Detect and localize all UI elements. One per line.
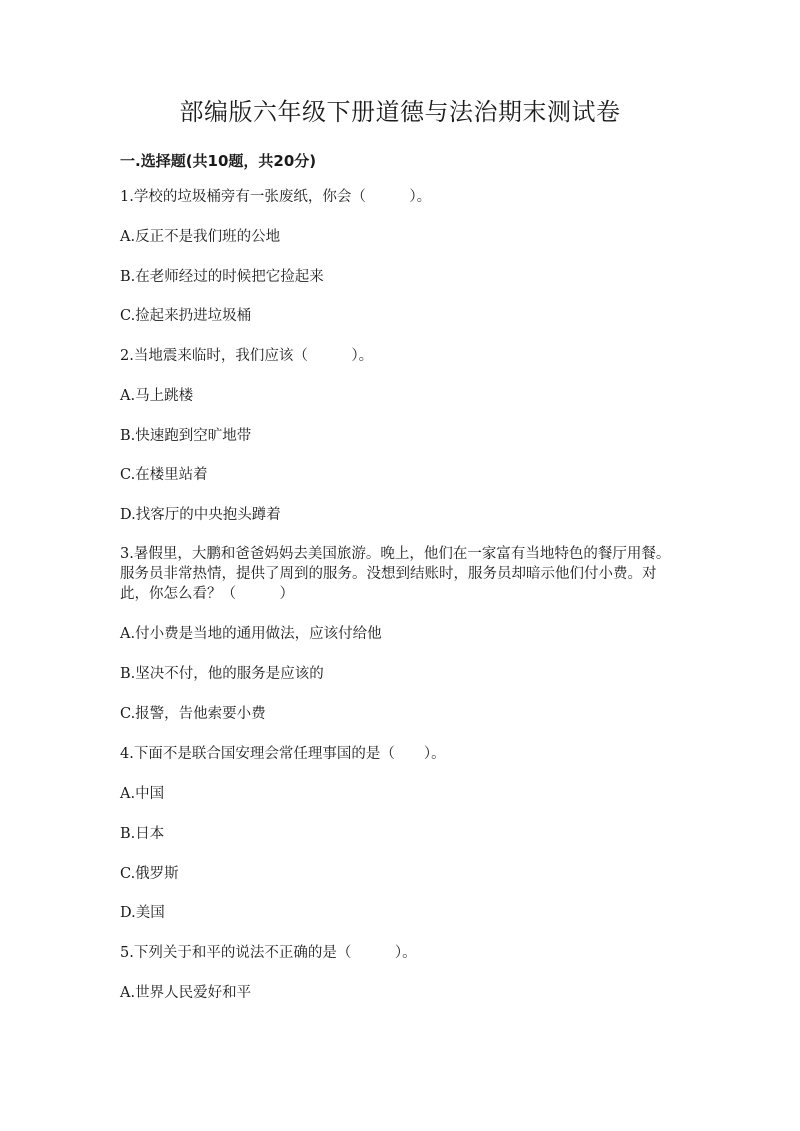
question-4-stem: 4.下面不是联合国安理会常任理事国的是（ ）。	[120, 746, 446, 762]
question-3-option-a: A.付小费是当地的通用做法，应该付给他	[120, 626, 382, 642]
question-4-option-b: B.日本	[120, 826, 165, 842]
question-1-stem: 1.学校的垃圾桶旁有一张废纸，你会（ ）。	[120, 189, 432, 205]
question-4-option-a: A.中国	[120, 786, 165, 802]
question-2-option-a: A.马上跳楼	[120, 388, 194, 404]
page-title: 部编版六年级下册道德与法治期末测试卷	[179, 98, 621, 126]
question-1-option-c: C.捡起来扔进垃圾桶	[120, 308, 252, 324]
question-2-option-c: C.在楼里站着	[120, 467, 208, 483]
question-3-option-b: B.坚决不付，他的服务是应该的	[120, 666, 324, 682]
question-5-stem: 5.下列关于和平的说法不正确的是（ ）。	[120, 945, 417, 961]
question-3-stem: 3.暑假里，大鹏和爸爸妈妈去美国旅游。晚上，他们在一家富有当地特色的餐厅用餐。服务员非常热情，提供了周到的服务。没想到结账时，服务员却暗示他们付小费。对此，你怎么看？（ ）	[120, 546, 671, 602]
question-2-option-b: B.快速跑到空旷地带	[120, 428, 252, 444]
question-5-option-a: A.世界人民爱好和平	[120, 985, 252, 1001]
question-2-option-d: D.找客厅的中央抱头蹲着	[120, 507, 281, 523]
question-4-option-c: C.俄罗斯	[120, 866, 179, 882]
question-2-stem: 2.当地震来临时，我们应该（ ）。	[120, 348, 374, 364]
question-1-option-b: B.在老师经过的时候把它捡起来	[120, 269, 324, 285]
question-4-option-d: D.美国	[120, 905, 165, 921]
section-header: 一.选择题(共10题，共20分)	[120, 152, 317, 170]
question-1-option-a: A.反正不是我们班的公地	[120, 229, 281, 245]
question-3-option-c: C.报警，告他索要小费	[120, 706, 266, 722]
